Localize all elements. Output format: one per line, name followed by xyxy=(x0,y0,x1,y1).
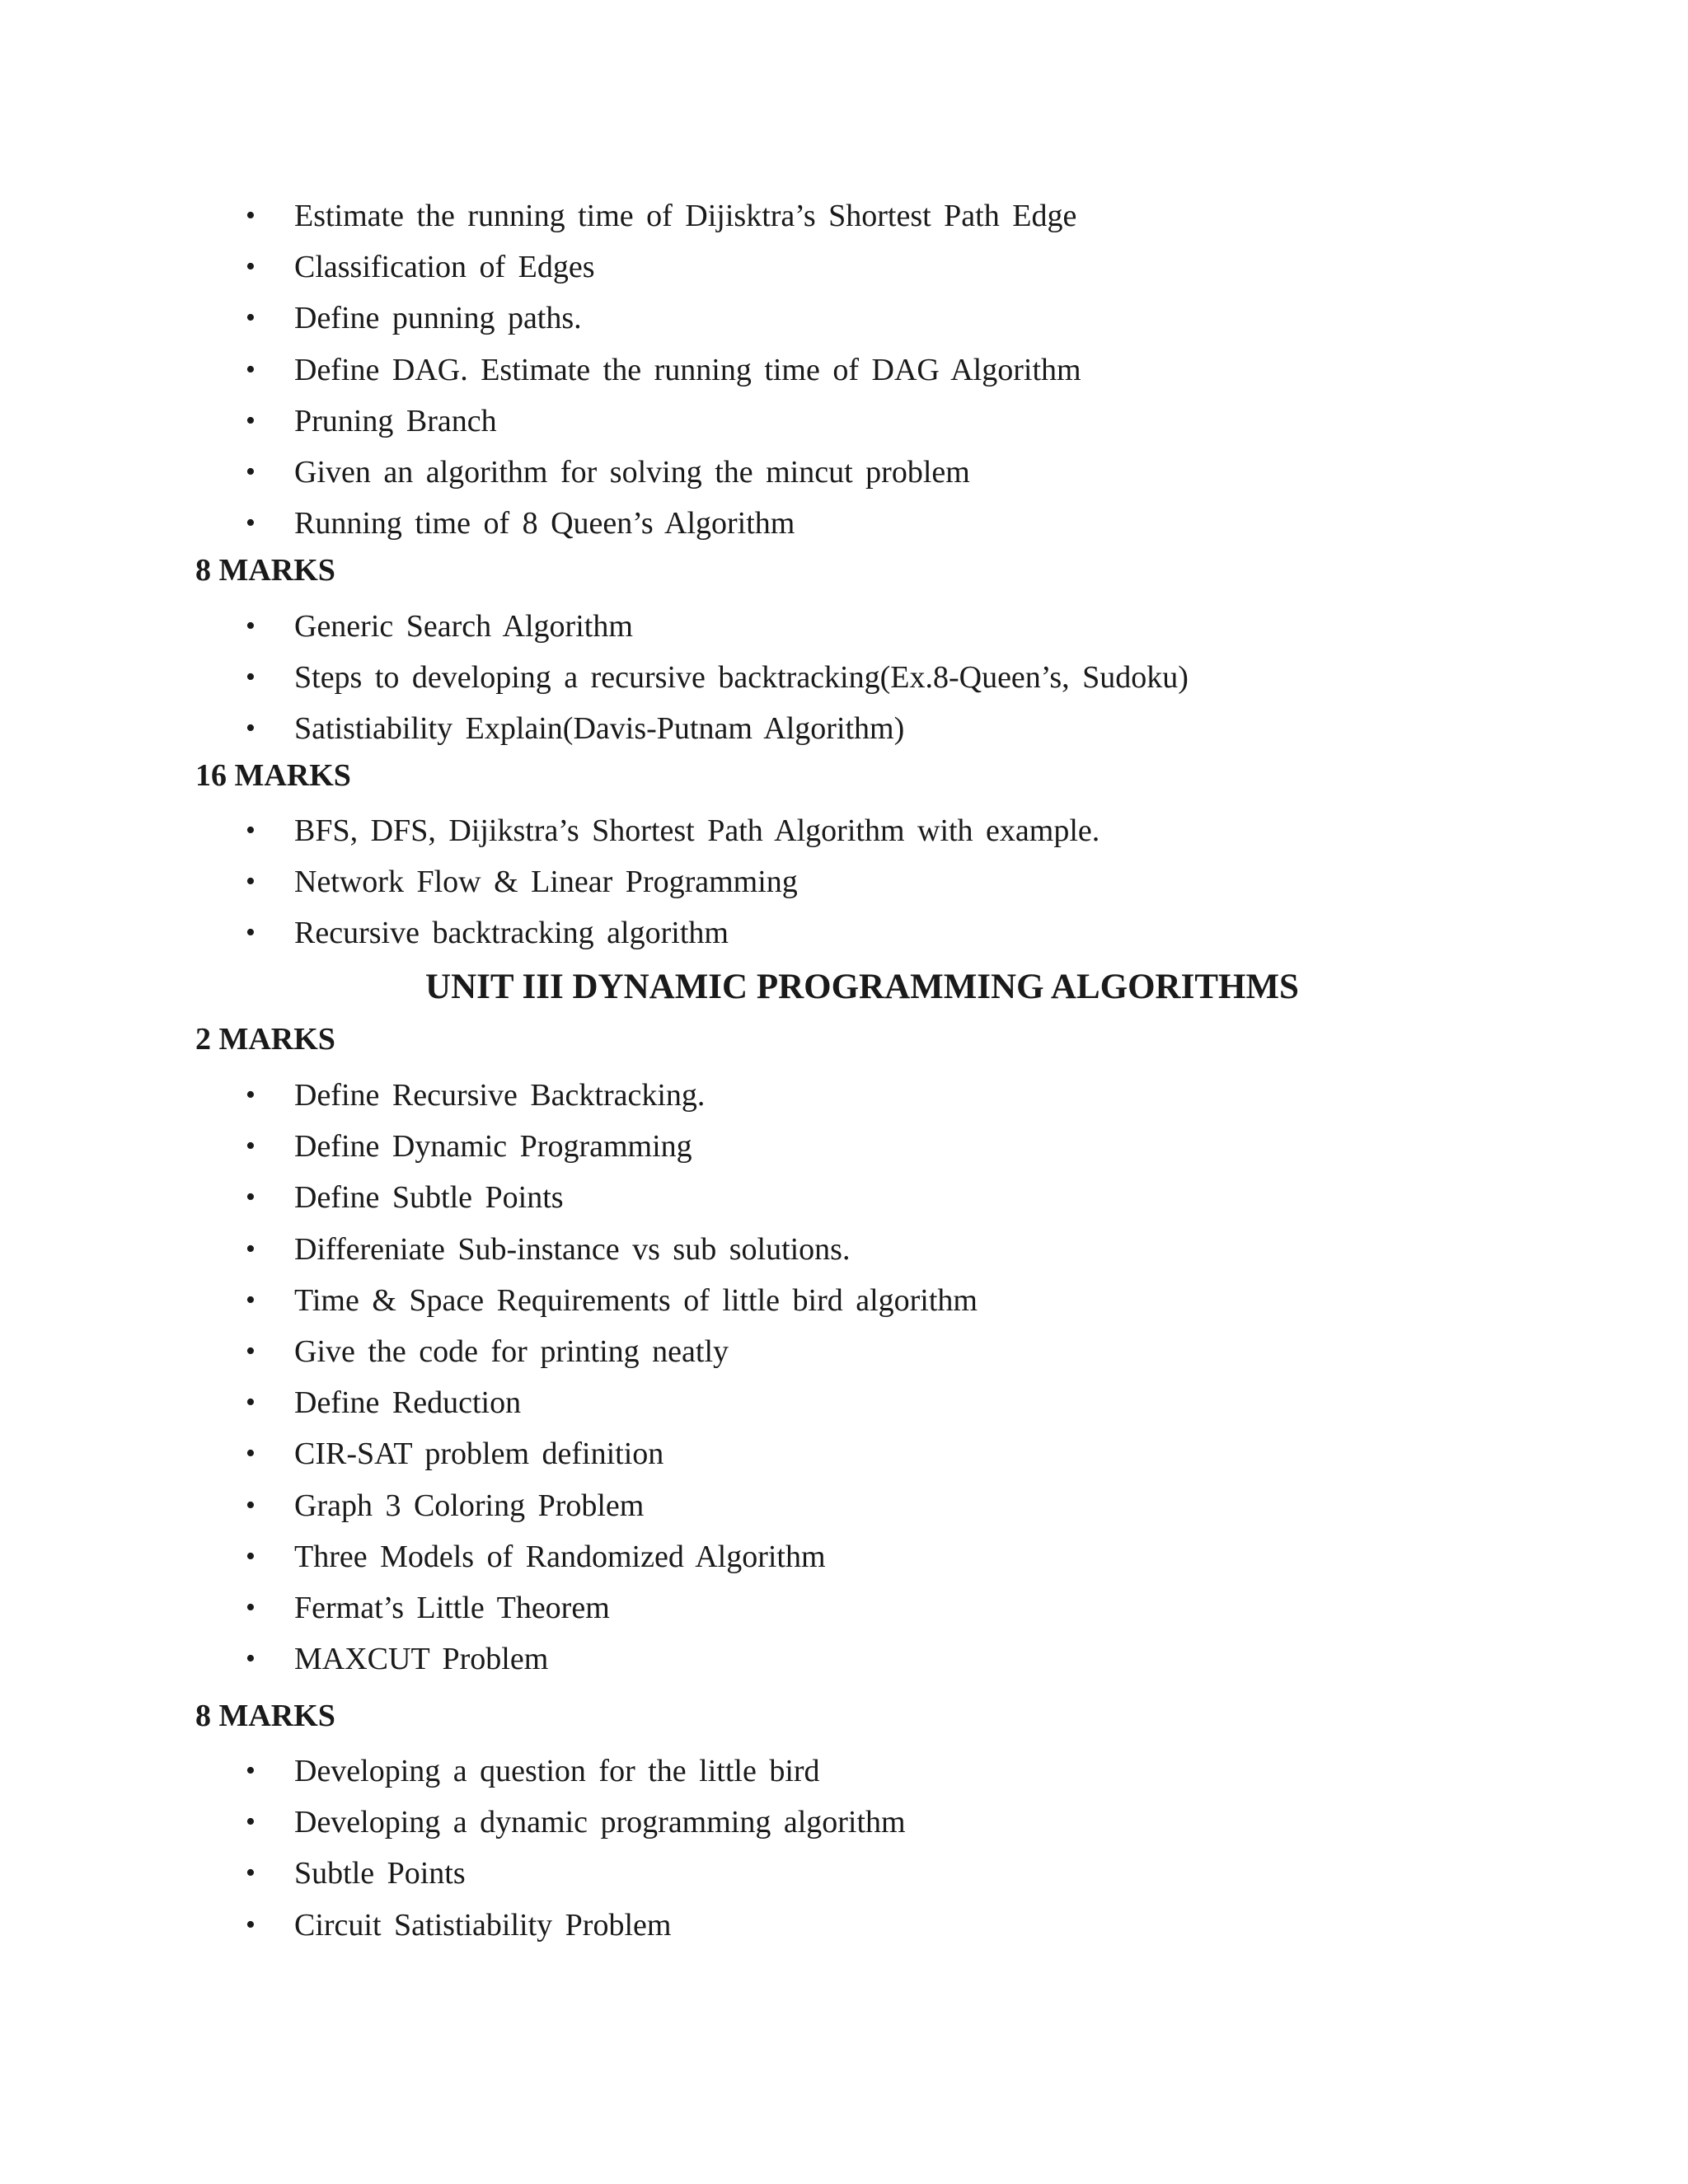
list-item xyxy=(0,1531,1688,1582)
list-item-text: Classification of Edges xyxy=(294,250,595,285)
list-item xyxy=(0,396,1688,447)
list-item-text: Estimate the running time of Dijisktra’s Shortest Path Edge xyxy=(294,199,1077,233)
bullet-glyph: • xyxy=(246,1807,256,1838)
list-item-text: Give the code for printing neatly xyxy=(294,1333,729,1369)
bullet-glyph: • xyxy=(246,1438,256,1469)
bullet-glyph: • xyxy=(246,251,256,283)
list-item-text: CIR-SAT problem definition xyxy=(294,1436,664,1472)
list-item xyxy=(0,1633,1688,1685)
intro-list xyxy=(0,190,1688,549)
list-item-text: Define Dynamic Programming xyxy=(294,1129,692,1165)
list-item-text: Network Flow & Linear Programming xyxy=(294,865,798,900)
list-item-text: Define DAG. Estimate the running time of DAG Algorithm xyxy=(294,352,1081,387)
list-item xyxy=(0,241,1688,293)
list-item-text: Satistiability Explain(Davis-Putnam Algorithm) xyxy=(294,711,905,747)
list-item-text: Graph 3 Coloring Problem xyxy=(294,1488,645,1523)
list-item-text: Developing a dynamic programming algorithm xyxy=(294,1805,906,1840)
bullet-glyph: • xyxy=(246,1335,256,1366)
list-item xyxy=(0,805,1688,856)
unit3-8marks-list xyxy=(0,1746,1688,1951)
unit2-16marks-block xyxy=(0,805,1688,959)
list-item xyxy=(0,1797,1688,1848)
unit-title: UNIT III DYNAMIC PROGRAMMING ALGORITHMS xyxy=(425,968,1299,1006)
list-item xyxy=(0,1326,1688,1377)
bullet-glyph: • xyxy=(246,508,256,539)
list-item-text: Subtle Points xyxy=(294,1856,466,1891)
bullet-glyph: • xyxy=(246,1131,256,1162)
bullet-glyph: • xyxy=(246,1182,256,1213)
bullet-glyph: • xyxy=(246,866,256,898)
list-item xyxy=(0,703,1688,754)
list-item xyxy=(0,1377,1688,1428)
list-item-text: Circuit Satistiability Problem xyxy=(294,1907,672,1943)
section-heading-2-marks: 2 MARKS xyxy=(195,1022,335,1057)
list-item xyxy=(0,1848,1688,1899)
unit3-2marks-list xyxy=(0,1070,1688,1685)
bullet-glyph: • xyxy=(246,815,256,846)
unit2-16marks-list xyxy=(0,805,1688,959)
list-item xyxy=(0,1746,1688,1797)
list-item-text: Developing a question for the little bird xyxy=(294,1754,820,1788)
bullet-glyph: • xyxy=(246,1284,256,1315)
bullet-glyph: • xyxy=(246,1643,256,1675)
bullet-glyph: • xyxy=(246,405,256,436)
bullet-glyph: • xyxy=(246,200,256,231)
list-item xyxy=(0,1275,1688,1326)
list-item-text: BFS, DFS, Dijikstra’s Shortest Path Algorithm with example. xyxy=(294,813,1100,848)
list-item-text: Three Models of Randomized Algorithm xyxy=(294,1539,826,1574)
bullet-glyph: • xyxy=(246,662,256,693)
list-item xyxy=(0,907,1688,958)
section-heading-16-marks: 16 MARKS xyxy=(195,758,351,793)
list-item xyxy=(0,1428,1688,1479)
list-item xyxy=(0,1900,1688,1951)
unit2-8marks-list xyxy=(0,601,1688,755)
list-item xyxy=(0,293,1688,344)
unit2-8marks-block xyxy=(0,601,1688,755)
list-item xyxy=(0,1582,1688,1633)
section-heading-8-marks: 8 MARKS xyxy=(195,553,335,588)
list-item-text: Time & Space Requirements of little bird algorithm xyxy=(294,1282,978,1318)
unit3-8marks-block xyxy=(0,1746,1688,1951)
intro-list-block xyxy=(0,190,1688,549)
list-item xyxy=(0,498,1688,549)
bullet-glyph: • xyxy=(246,456,256,487)
list-item xyxy=(0,856,1688,907)
list-item-text: Define punning paths. xyxy=(294,301,582,336)
list-item-text: Define Subtle Points xyxy=(294,1180,564,1216)
list-item xyxy=(0,344,1688,396)
list-item-text: Pruning Branch xyxy=(294,403,497,438)
list-item-text: Fermat’s Little Theorem xyxy=(294,1590,610,1625)
bullet-glyph: • xyxy=(246,1233,256,1264)
bullet-glyph: • xyxy=(246,1540,256,1572)
list-item xyxy=(0,652,1688,703)
list-item-text: Steps to developing a recursive backtracking(Ex.8-Queen’s, Sudoku) xyxy=(294,660,1189,696)
list-item xyxy=(0,190,1688,241)
bullet-glyph: • xyxy=(246,1591,256,1623)
bullet-glyph: • xyxy=(246,1858,256,1889)
list-item xyxy=(0,1224,1688,1275)
bullet-glyph: • xyxy=(246,302,256,334)
unit3-2marks-block xyxy=(0,1070,1688,1685)
list-item-text: Generic Search Algorithm xyxy=(294,609,633,644)
list-item-text: Running time of 8 Queen’s Algorithm xyxy=(294,506,795,541)
list-item xyxy=(0,1480,1688,1531)
bullet-glyph: • xyxy=(246,611,256,641)
list-item-text: Define Reduction xyxy=(294,1385,522,1421)
list-item-text: Define Recursive Backtracking. xyxy=(294,1078,706,1113)
bullet-glyph: • xyxy=(246,917,256,949)
list-item xyxy=(0,601,1688,652)
bullet-glyph: • xyxy=(246,1755,256,1786)
list-item-text: Recursive backtracking algorithm xyxy=(294,916,729,951)
section-heading-8-marks: 8 MARKS xyxy=(195,1699,335,1733)
bullet-glyph: • xyxy=(246,354,256,385)
bullet-glyph: • xyxy=(246,1080,256,1110)
bullet-glyph: • xyxy=(246,1387,256,1418)
bullet-glyph: • xyxy=(246,713,256,744)
list-item xyxy=(0,1121,1688,1172)
bullet-glyph: • xyxy=(246,1909,256,1940)
bullet-glyph: • xyxy=(246,1489,256,1521)
list-item-text: Differeniate Sub-instance vs sub solutions. xyxy=(294,1231,851,1267)
list-item xyxy=(0,1070,1688,1121)
list-item-text: Given an algorithm for solving the mincut problem xyxy=(294,454,970,490)
list-item xyxy=(0,447,1688,498)
list-item xyxy=(0,1172,1688,1223)
list-item-text: MAXCUT Problem xyxy=(294,1642,549,1677)
